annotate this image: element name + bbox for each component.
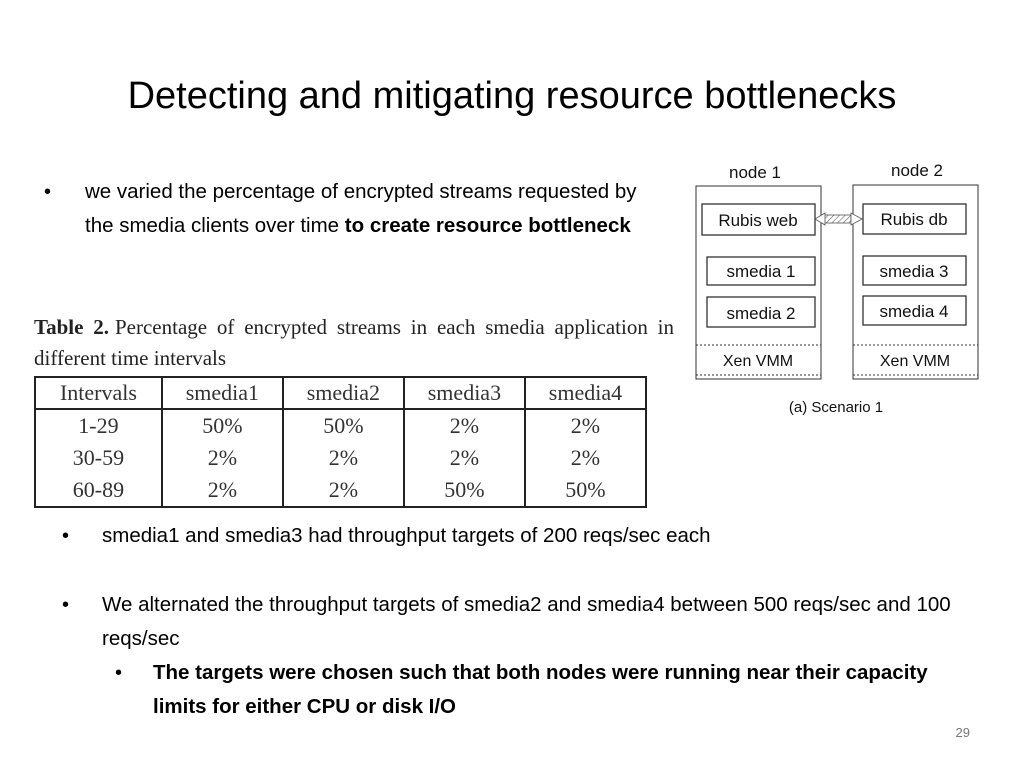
table-header-row: [35, 377, 646, 409]
node2-label: node 2: [891, 161, 943, 180]
bullet-text: we varied the percentage of encrypted streams requested by the smedia clients over time: [85, 180, 637, 237]
table-cell: 30-59: [35, 442, 162, 474]
node2-vmm-label: Xen VMM: [879, 353, 951, 370]
table-cell: 50%: [525, 474, 646, 507]
table-caption-label: Table 2.: [34, 315, 109, 339]
table-cell: 60-89: [35, 474, 162, 507]
table-cell: 2%: [404, 442, 525, 474]
node1-box-label: Rubis web: [718, 211, 798, 230]
slide-number: 29: [955, 725, 970, 740]
table-cell: 2%: [404, 409, 525, 442]
table-caption: [34, 312, 674, 374]
table-cell: 2%: [162, 442, 283, 474]
double-arrow-icon: [815, 213, 862, 225]
table-cell: 2%: [525, 409, 646, 442]
bullet-alternated-targets: We alternated the throughput targets of smedia2 and smedia4 between 500 reqs/sec and 100 reqs/sec: [102, 593, 951, 650]
node2-box-label: smedia 3: [879, 262, 949, 281]
table-header-cell: smedia2: [283, 377, 404, 409]
table-cell: 2%: [283, 442, 404, 474]
encrypted-streams-table: [34, 376, 647, 508]
scenario-diagram: [690, 155, 990, 420]
table-header-cell: Intervals: [35, 377, 162, 409]
table-header-cell: smedia4: [525, 377, 646, 409]
table-cell: 50%: [162, 409, 283, 442]
table-cell: 2%: [162, 474, 283, 507]
sub-bullet-capacity-limits: The targets were chosen such that both nodes were running near their capacity limits for either CPU or disk I/O: [153, 661, 928, 718]
slide-title: Detecting and mitigating resource bottlenecks: [127, 75, 897, 117]
table-cell: 2%: [283, 474, 404, 507]
table-row: [35, 474, 646, 507]
table-caption-text: Percentage of encrypted streams in each smedia application in different time intervals: [34, 315, 674, 370]
bullet-throughput-targets: smedia1 and smedia3 had throughput targets of 200 reqs/sec each: [102, 524, 711, 547]
table-header-cell: smedia1: [162, 377, 283, 409]
node2-box-label: Rubis db: [880, 210, 948, 229]
bullet-dot-icon: •: [62, 594, 70, 616]
sub-bullet-dot-icon: •: [115, 662, 123, 684]
node1-box-label: smedia 2: [726, 304, 796, 323]
table-cell: 2%: [525, 442, 646, 474]
node1-box-label: smedia 1: [726, 262, 796, 281]
table-cell: 50%: [404, 474, 525, 507]
node2-box-label: smedia 4: [879, 302, 949, 321]
node1-vmm-label: Xen VMM: [722, 353, 794, 370]
table-header-cell: smedia3: [404, 377, 525, 409]
table-row: [35, 409, 646, 442]
diagram-caption: (a) Scenario 1: [788, 399, 884, 416]
bullet-encrypted-streams: [85, 175, 655, 243]
node1-label: node 1: [729, 163, 781, 182]
bullet-dot-icon: •: [44, 181, 52, 203]
bullet-emphasis: to create resource bottleneck: [344, 214, 631, 237]
table-cell: 50%: [283, 409, 404, 442]
bullet-dot-icon: •: [62, 525, 70, 547]
table-cell: 1-29: [35, 409, 162, 442]
table-row: [35, 442, 646, 474]
